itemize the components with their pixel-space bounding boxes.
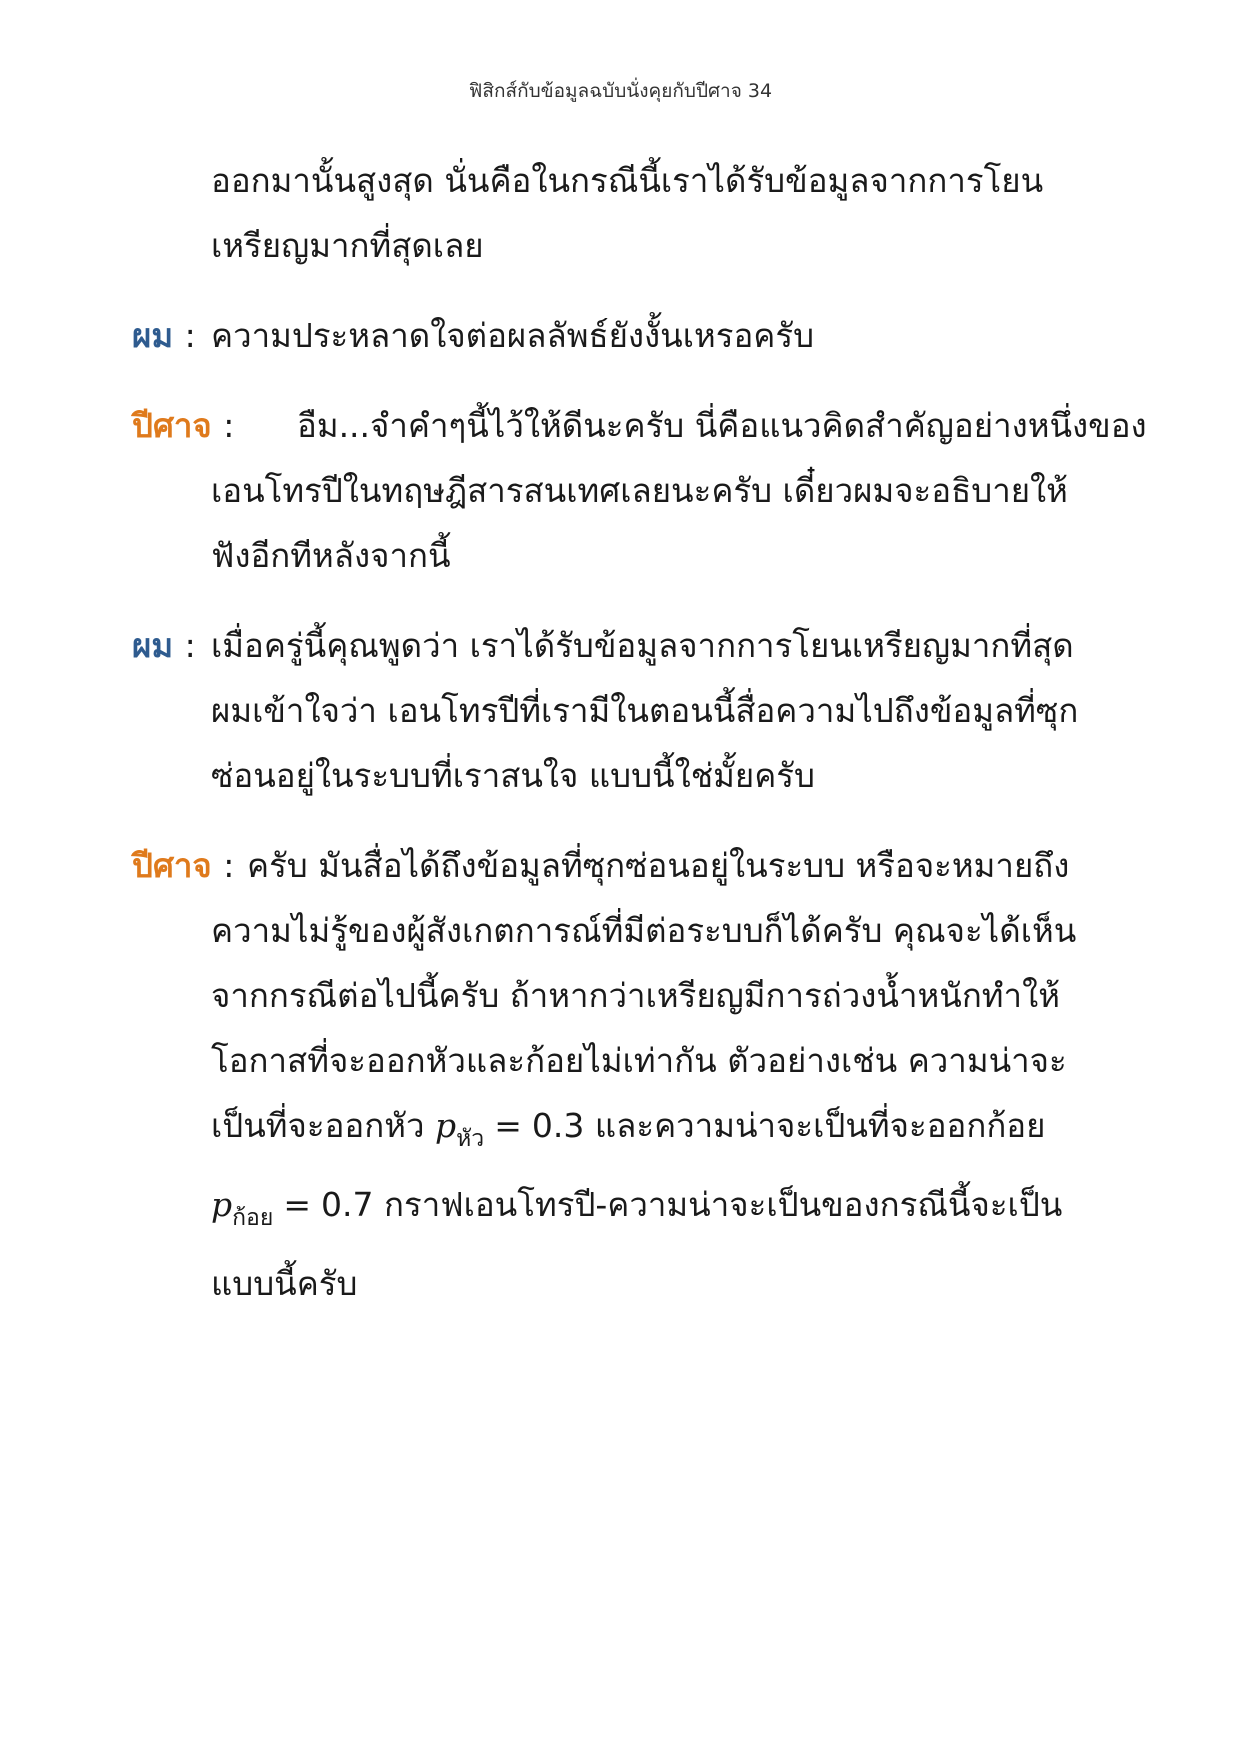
text-line-with-math (132, 1172, 1152, 1251)
equals-sign: = (283, 1185, 311, 1224)
text-line-with-math (132, 1093, 1152, 1172)
dialogue-turn-pisart (132, 393, 1152, 588)
text-line: ซ่อนอยู่ในระบบที่เราสนใจ แบบนี้ใช่มั้ยครับ (211, 756, 815, 795)
speaker-label-pisart: ปีศาจ : (132, 406, 235, 445)
running-header: ฟิสิกส์กับข้อมูลฉบับนั่งคุยกับปีศาจ 34 (468, 80, 773, 102)
text-line: จากกรณีต่อไปนี้ครับ ถ้าหากว่าเหรียญมีการถ่วงน้ำหนักทำให้ (211, 976, 1060, 1015)
text-line: อืม...จำคำๆนี้ไว้ให้ดีนะครับ นี่คือแนวคิดสำคัญอย่างหนึ่งของ (297, 406, 1147, 445)
text-line: ครับ มันสื่อได้ถึงข้อมูลที่ซุกซ่อนอยู่ในระบบ หรือจะหมายถึง (247, 846, 1070, 885)
text-segment: เป็นที่จะออกหัว (211, 1106, 425, 1145)
dialogue-turn-me (132, 303, 1152, 368)
speaker-label-pisart: ปีศาจ : (132, 846, 235, 885)
dialogue-body (132, 148, 1152, 1316)
probability-value-head: 0.3 (531, 1106, 585, 1145)
continuation-paragraph (132, 148, 1152, 278)
text-line: ฟังอีกทีหลังจากนี้ (211, 536, 451, 575)
text-line: ความประหลาดใจต่อผลลัพธ์ยังงั้นเหรอครับ (211, 316, 815, 355)
text-line: ความไม่รู้ของผู้สังเกตการณ์ที่มีต่อระบบก็ได้ครับ คุณจะได้เห็น (211, 911, 1077, 950)
subscript-head: หัว (456, 1126, 485, 1152)
subscript-tail: ก้อย (232, 1205, 274, 1231)
text-line: ผมเข้าใจว่า เอนโทรปีที่เรามีในตอนนี้สื่อความไปถึงข้อมูลที่ซุก (211, 691, 1079, 730)
dialogue-turn-me (132, 613, 1152, 808)
text-line: โอกาสที่จะออกหัวและก้อยไม่เท่ากัน ตัวอย่างเช่น ความน่าจะ (211, 1041, 1067, 1080)
probability-value-tail: 0.7 (321, 1185, 374, 1224)
text-line: แบบนี้ครับ (211, 1264, 358, 1303)
equals-sign: = (494, 1106, 522, 1145)
probability-symbol-tail: $p_{ก้อย}$ (211, 1185, 274, 1231)
dialogue-turn-pisart (132, 833, 1152, 1316)
speaker-label-me: ผม : (132, 626, 196, 665)
text-line: เอนโทรปีในทฤษฎีสารสนเทศเลยนะครับ เดี๋ยวผมจะอธิบายให้ (211, 471, 1068, 510)
speaker-label-me: ผม : (132, 316, 196, 355)
text-line: เหรียญมากที่สุดเลย (211, 226, 484, 265)
text-line: ออกมานั้นสูงสุด นั่นคือในกรณีนี้เราได้รับข้อมูลจากการโยน (211, 161, 1044, 200)
probability-symbol-head: $p_{หัว}$ (435, 1106, 485, 1152)
text-segment: และความน่าจะเป็นที่จะออกก้อย (594, 1106, 1046, 1145)
text-segment: กราฟเอนโทรปี-ความน่าจะเป็นของกรณีนี้จะเป็น (383, 1185, 1063, 1224)
text-line: เมื่อครู่นี้คุณพูดว่า เราได้รับข้อมูลจากการโยนเหรียญมากที่สุด (211, 626, 1074, 665)
